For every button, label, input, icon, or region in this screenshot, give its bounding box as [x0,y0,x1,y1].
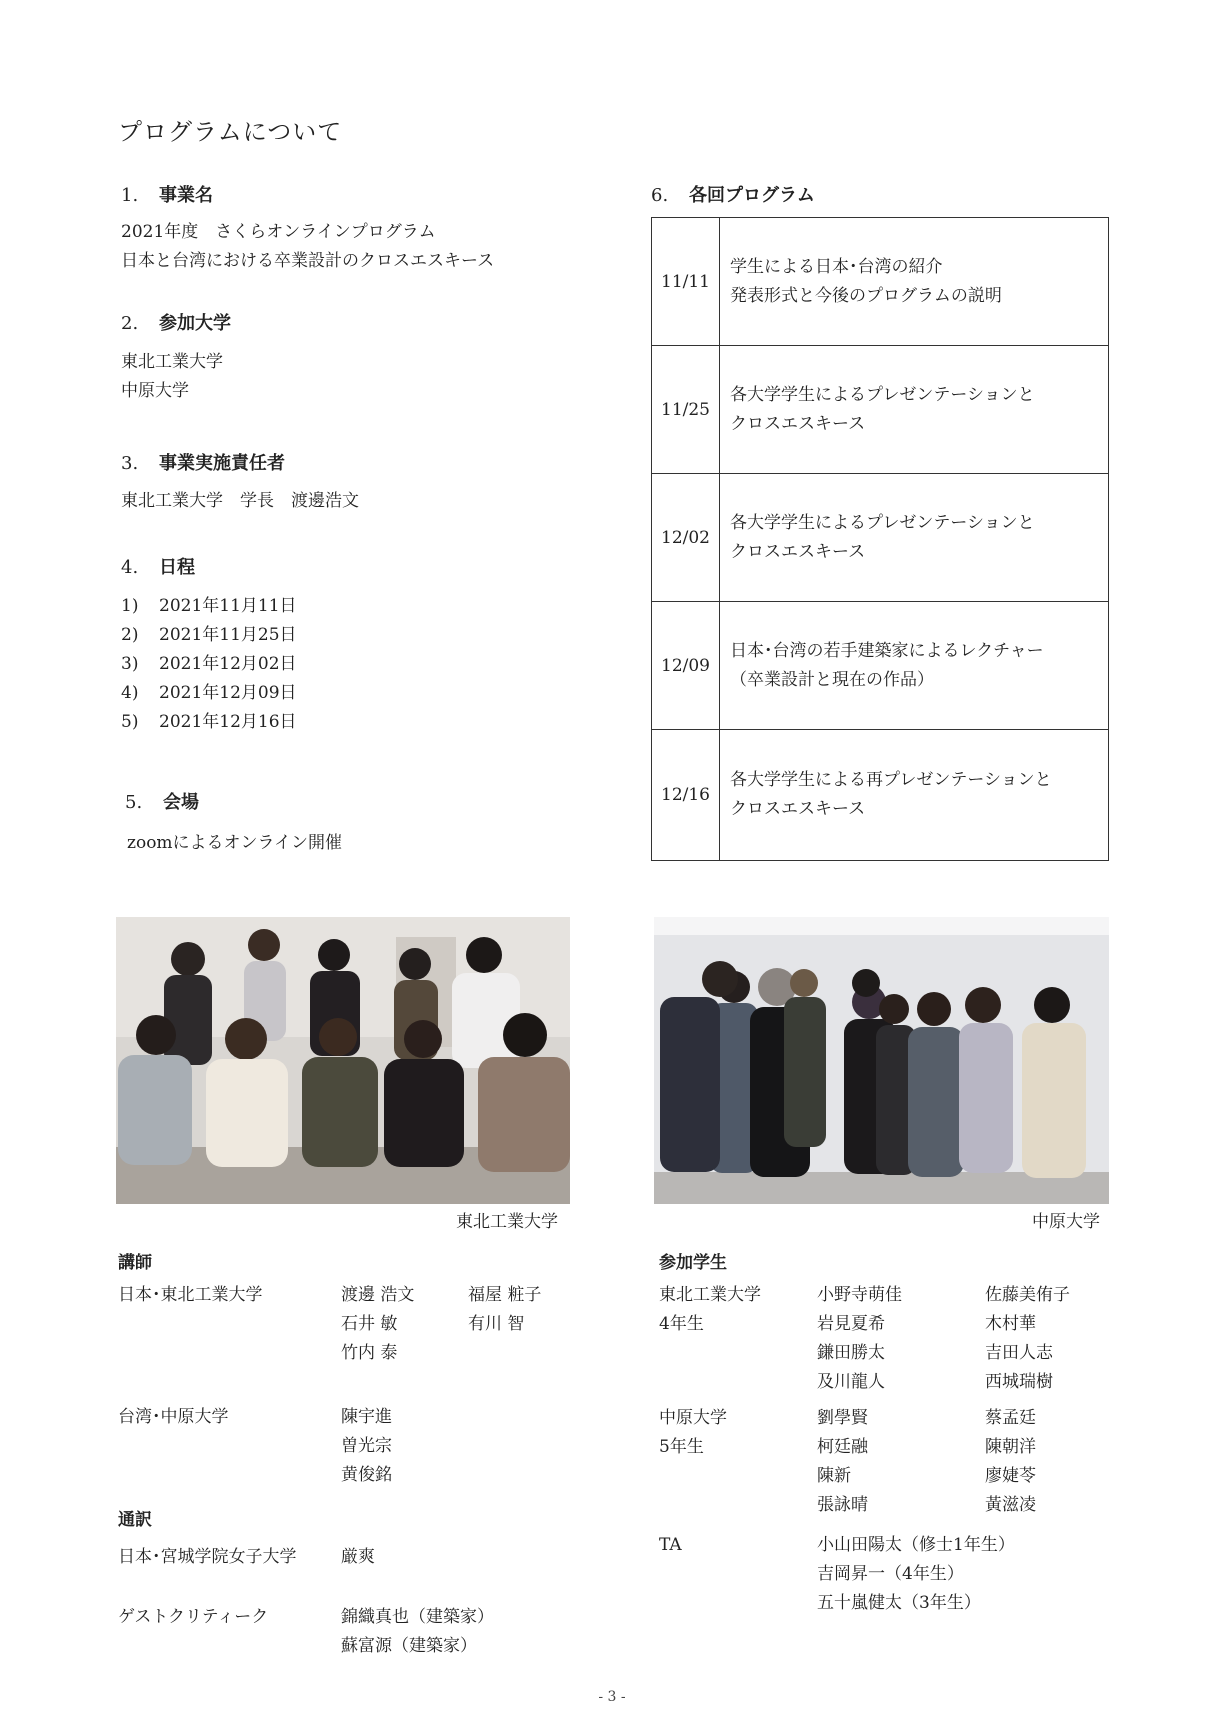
schedule-date: 2021年12月16日 [159,712,297,732]
program-description [730,730,1102,860]
lecturer-name: 曽光宗 [341,1436,392,1456]
program-row [652,474,1108,602]
program-line: 各大学学生によるプレゼンテーションと [730,512,1035,533]
schedule-item [121,679,297,708]
guest-name: 錦織真也（建築家） [341,1607,494,1627]
lecturer-name: 石井 敏 [341,1314,398,1334]
program-date: 12/16 [652,730,720,860]
schedule-date: 2021年12月09日 [159,683,297,703]
students-year: 5年生 [659,1437,704,1457]
program-description [730,474,1102,601]
section-1-line: 2021年度 さくらオンラインプログラム [121,222,436,242]
lecturer-name: 陳宇進 [341,1407,392,1427]
schedule-date: 2021年11月25日 [159,625,297,645]
section-6-heading [651,181,815,207]
program-description [730,602,1102,729]
lecturer-name: 黄俊銘 [341,1465,392,1485]
section-3-number: 3. [121,453,139,474]
student-name: 柯廷融 [817,1437,868,1457]
schedule-list [121,592,297,737]
program-row [652,602,1108,730]
schedule-index: 2) [121,625,139,645]
lecturer-name: 竹内 泰 [341,1343,398,1363]
program-line: クロスエスキース [730,799,866,819]
program-row [652,346,1108,474]
interpreter-label: 日本･宮城学院女子大学 [118,1547,297,1567]
schedule-date: 2021年12月02日 [159,654,297,674]
program-line: 日本･台湾の若手建築家によるレクチャー [730,640,1044,661]
ta-label: TA [659,1535,682,1555]
schedule-index: 1) [121,596,139,616]
section-6-number: 6. [651,185,669,206]
schedule-index: 4) [121,683,139,703]
student-name: 蔡孟廷 [985,1408,1036,1428]
program-line: クロスエスキース [730,541,866,562]
section-2-title: 参加大学 [159,313,231,334]
program-date: 11/11 [652,218,720,345]
students-heading: 参加学生 [659,1253,727,1273]
interpreter-heading: 通訳 [118,1510,152,1530]
lecturers-japan-col2 [468,1281,541,1339]
student-name: 及川龍人 [817,1372,885,1392]
section-2-body [121,348,223,406]
student-name: 廖婕苓 [985,1466,1036,1486]
section-3-title: 事業実施責任者 [159,453,285,474]
section-4-number: 4. [121,557,139,578]
students-chungyuan-col1 [817,1404,868,1520]
page-number: - 3 - [598,1689,626,1705]
section-4-heading [121,553,195,579]
student-name: 陳新 [817,1466,851,1486]
students-chungyuan-label [659,1404,727,1462]
ta-names [817,1531,1015,1618]
students-tohoku-col2 [985,1281,1070,1397]
lecturer-name: 渡邊 浩文 [341,1285,415,1305]
student-name: 岩見夏希 [817,1314,885,1334]
program-date: 12/02 [652,474,720,601]
program-row [652,218,1108,346]
program-date: 12/09 [652,602,720,729]
section-5-heading [125,788,199,814]
section-3-body [121,487,359,516]
section-2-line: 中原大学 [121,381,189,401]
lecturers-heading: 講師 [118,1253,152,1273]
program-line: 各大学学生による再プレゼンテーションと [730,770,1052,790]
schedule-index: 5) [121,712,139,732]
student-name: 西城瑞樹 [985,1372,1053,1392]
ta-name: 五十嵐健太（3年生） [817,1593,981,1613]
ta-name: 小山田陽太（修士1年生） [817,1535,1015,1555]
program-line: 学生による日本･台湾の紹介 [730,256,943,277]
students-tohoku-col1 [817,1281,902,1397]
section-4-title: 日程 [159,557,195,578]
ta-name: 吉岡昇一（4年生） [817,1564,964,1584]
section-2-heading [121,309,231,335]
section-6-title: 各回プログラム [689,185,815,206]
lecturer-name: 福屋 粧子 [468,1285,542,1305]
photo-caption-chungyuan: 中原大学 [1032,1212,1100,1232]
program-line: 発表形式と今後のプログラムの説明 [730,285,1002,306]
program-description [730,218,1102,345]
schedule-index: 3) [121,654,139,674]
student-name: 小野寺萌佳 [817,1285,902,1305]
section-1-line: 日本と台湾における卒業設計のクロスエスキース [121,251,495,271]
program-description [730,346,1102,473]
section-5-body [127,829,342,858]
section-1-title: 事業名 [159,185,213,206]
section-3-line: 東北工業大学 学長 渡邊浩文 [121,491,359,511]
student-name: 陳朝洋 [985,1437,1036,1457]
program-row [652,730,1108,860]
section-2-line: 東北工業大学 [121,352,223,372]
guest-name: 蘇富源（建築家） [341,1636,477,1656]
program-date: 11/25 [652,346,720,473]
section-1-body [121,218,494,276]
lecturers-japan-label: 日本･東北工業大学 [118,1285,263,1305]
lecturers-taiwan-col1 [341,1403,392,1490]
schedule-item [121,650,297,679]
guest-names [341,1603,494,1661]
section-3-heading [121,449,285,475]
lecturer-name: 有川 智 [468,1314,525,1334]
students-university: 東北工業大学 [659,1285,761,1305]
section-5-title: 会場 [163,792,199,813]
program-table [651,217,1109,861]
student-name: 張詠晴 [817,1495,868,1515]
schedule-item [121,592,297,621]
program-line: 各大学学生によるプレゼンテーションと [730,384,1035,405]
students-chungyuan-col2 [985,1404,1036,1520]
section-2-number: 2. [121,313,139,334]
interpreter-name: 厳爽 [341,1547,375,1567]
student-name: 鎌田勝太 [817,1343,885,1363]
section-5-line: zoomによるオンライン開催 [127,833,343,853]
student-name: 劉學賢 [817,1408,868,1428]
student-name: 吉田人志 [985,1343,1053,1363]
lecturers-japan-col1 [341,1281,414,1368]
schedule-date: 2021年11月11日 [159,596,297,616]
group-photo-chungyuan [654,917,1109,1204]
section-1-number: 1. [121,185,139,206]
schedule-item [121,708,297,737]
page-title: プログラムについて [118,118,343,146]
guest-label: ゲストクリティーク [118,1607,269,1627]
students-university: 中原大学 [659,1408,727,1428]
section-5-number: 5. [125,792,143,813]
photo-caption-tohoku: 東北工業大学 [456,1212,558,1232]
student-name: 佐藤美侑子 [985,1285,1070,1305]
program-line: （卒業設計と現在の作品） [730,669,934,690]
student-name: 黃滋凌 [985,1495,1036,1515]
student-name: 木村華 [985,1314,1036,1334]
schedule-item [121,621,297,650]
group-photo-tohoku [116,917,570,1204]
section-1-heading [121,181,213,207]
students-tohoku-label [659,1281,761,1339]
students-year: 4年生 [659,1314,704,1334]
program-line: クロスエスキース [730,413,866,434]
lecturers-taiwan-label: 台湾･中原大学 [118,1407,229,1427]
